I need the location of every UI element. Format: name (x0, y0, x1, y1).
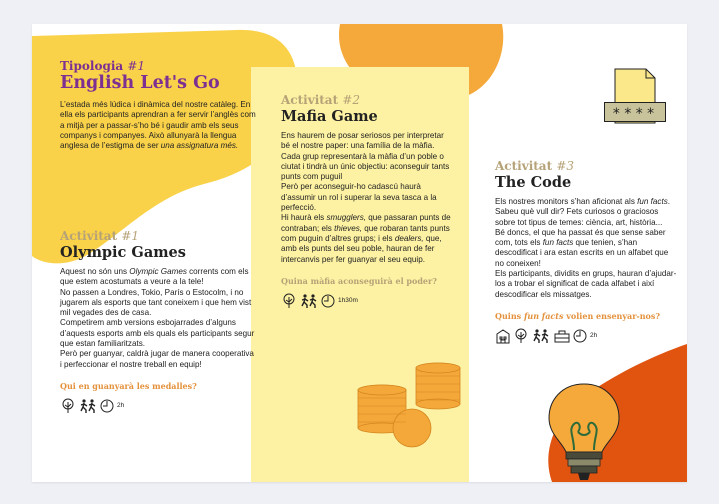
activity-3-paragraph-1 (495, 197, 677, 228)
tree-icon (281, 293, 297, 309)
light-bulb-illustration (544, 380, 624, 482)
activity-3-paragraph-2 (495, 228, 677, 269)
text-span: que, amb els punts del seu poble, hauran de fer intercanvis per fer guanyar el seu equip. (281, 233, 442, 264)
activity-2-icons (281, 293, 451, 309)
activity-3-body (495, 197, 677, 300)
activity-3-question (495, 311, 677, 321)
activity-2-section (281, 93, 451, 309)
emphasis: fun facts (542, 238, 574, 248)
activity-1-paragraph-3: Competirem amb versions esbojarrades d’alguns d’aquests esports amb els quals els participants segur que estan familiaritzats. (60, 318, 255, 349)
intro-body-text: L’estada més lúdica i dinàmica del nostre catàleg. En ella els participants aprendran a fer servir l’anglès com a mitjà per a passar-s’ho bé i gaudir amb els seus companys i companyes. Això allunyarà la llengua anglesa de l’estigma de ser (60, 100, 256, 151)
activity-1-kicker (60, 229, 257, 243)
activity-2-question: Quina màfia aconseguirà el poder? (281, 275, 437, 286)
activity-1-title: Olympic Games (60, 244, 186, 261)
brochure-page (32, 24, 687, 482)
activity-1-paragraph-4: Però per guanyar, caldrà jugar de manera cooperativa i perfeccionar el nostre treball en equip! (60, 349, 254, 369)
activity-3-kicker-number: #3 (556, 159, 575, 173)
activity-3-title: The Code (495, 174, 572, 191)
activity-2-title: Mafia Game (281, 108, 378, 125)
running-people-icon (299, 293, 319, 309)
running-people-icon (531, 328, 551, 344)
coins-illustration (354, 360, 466, 448)
activity-3-duration: 2h (590, 332, 598, 340)
password-document-illustration (604, 68, 682, 128)
activity-1-duration: 2h (117, 402, 125, 410)
activity-1-paragraph-2: No passen a Londres, Tokio, París o Estocolm, i no jugarem als esports que tant coneixem i que hem vist mil vegades des de casa. (60, 287, 252, 318)
emphasis: fun facts (637, 197, 668, 206)
text-span: Hi haurà els (281, 213, 327, 223)
intro-title: English Let's Go (60, 73, 220, 93)
password-text: **** (612, 106, 658, 122)
emphasis: fun facts (523, 310, 564, 321)
activity-1-body (60, 267, 257, 370)
activity-2-kicker-label: Activitat (281, 93, 339, 107)
clock-icon (321, 294, 335, 308)
activity-2-kicker-number: #2 (342, 93, 361, 107)
running-people-icon (78, 398, 98, 414)
activity-3-kicker (495, 159, 677, 173)
activity-3-paragraph-3: Els participants, dividits en grups, hauran d’ajudar-los a trobar el significat de cada alfabet i així descodificar els missatges. (495, 269, 677, 299)
text-span: volien ensenyar-nos? (563, 310, 661, 321)
emphasis: thieves, (334, 223, 362, 233)
activity-1-section (60, 229, 257, 414)
activity-1-question: Qui en guanyarà les medalles? (60, 380, 197, 391)
intro-section (60, 59, 260, 151)
activity-2-paragraph-3: Però per aconseguir-ho cadascú haurà d’assumir un rol i superar la seva tasca a la perfecció. (281, 182, 437, 213)
intro-body (60, 100, 260, 151)
text-span: que robaran tants punts com puguin d’altres grups; i els (281, 223, 450, 243)
clock-icon (573, 329, 587, 343)
activity-2-kicker (281, 93, 451, 107)
text-span: que tenien, s’han descodificat i ara estan escrits en un alfabet que no coneixen! (495, 238, 669, 268)
activity-2-paragraph-4 (281, 213, 451, 264)
password-field (604, 102, 666, 122)
text-span: Aquest no són uns (60, 267, 130, 276)
activity-1-paragraph-1 (60, 267, 257, 288)
intro-kicker (60, 59, 260, 73)
toolbox-icon (553, 328, 571, 344)
tree-icon (60, 398, 76, 414)
text-span: . Sabeu què vull dir? Fets curiosos o graciosos sobre tot tipus de temes: ciència, art, història... (495, 197, 670, 227)
text-span: Els nostres monitors s’han aficionat als (495, 197, 638, 206)
activity-2-duration: 1h30m (338, 297, 358, 305)
intro-kicker-number: #1 (127, 59, 146, 73)
text-span: Quins (495, 310, 524, 321)
activity-2-paragraph-2: Cada grup representarà la màfia d’un poble o ciutat i tindrà un únic objectiu: aconseguir tants punts com puguil (281, 151, 450, 182)
activity-2-paragraph-1: Ens haurem de posar seriosos per interpretar bé el nostre paper: una família de la màfia. (281, 131, 444, 151)
emphasis: smugglers, (326, 213, 367, 223)
text-span: que passaran punts de contraban; els (281, 213, 451, 233)
activity-1-kicker-number: #1 (121, 229, 140, 243)
emphasis: Olympic Games (129, 267, 187, 276)
activity-3-icons (495, 328, 677, 344)
intro-body-emphasis: una assignatura més. (160, 141, 239, 151)
activity-2-body (281, 131, 451, 265)
activity-3-section (495, 159, 677, 344)
activity-1-kicker-label: Activitat (60, 229, 118, 243)
activity-1-icons (60, 398, 257, 414)
text-span: Bé doncs, el que ha passat és que sense saber com, tots els (495, 227, 666, 248)
intro-kicker-label: Tipologia (60, 59, 124, 73)
text-span: corrents com els que estem acostumats a veure a la tele! (60, 267, 249, 287)
tree-icon (513, 328, 529, 344)
clock-icon (100, 399, 114, 413)
emphasis: dealers, (394, 233, 424, 243)
activity-3-kicker-label: Activitat (495, 159, 553, 173)
building-icon (495, 328, 511, 344)
